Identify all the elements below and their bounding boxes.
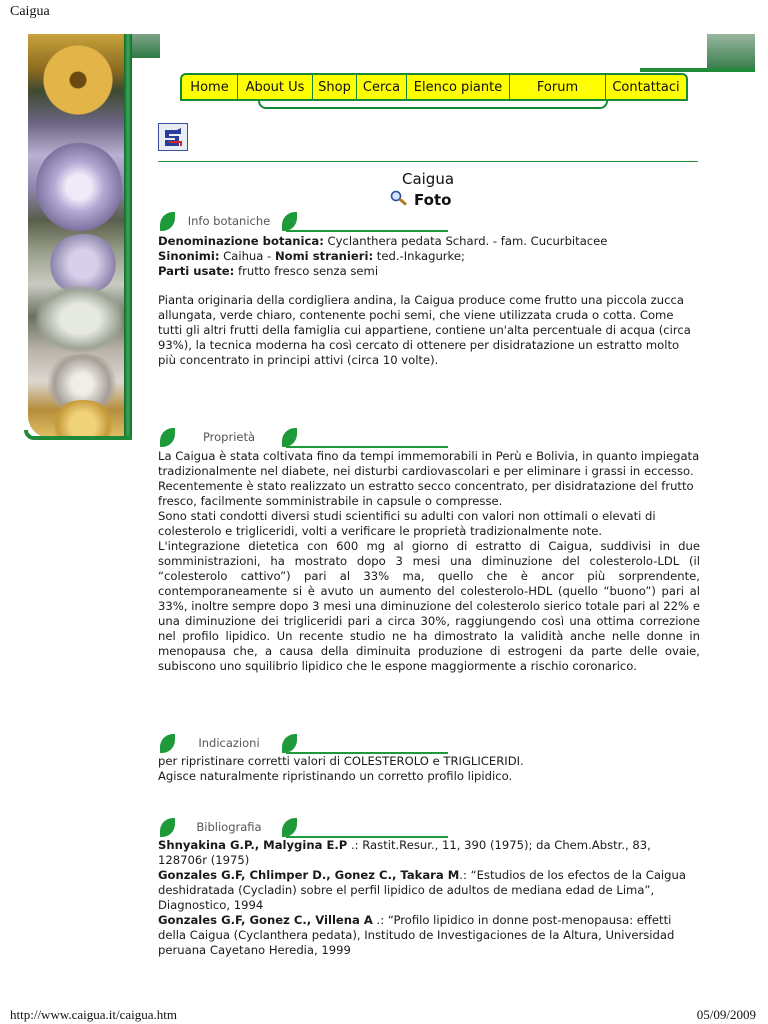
divider [158, 161, 698, 162]
nav-contattaci[interactable]: Contattaci [612, 79, 680, 95]
magnifier-icon [390, 190, 408, 210]
foto-label: Foto [414, 191, 452, 209]
page-title: Caigua [401, 170, 455, 188]
foto-link[interactable] [390, 190, 451, 210]
main-nav [180, 73, 688, 101]
site-logo-icon[interactable] [158, 123, 188, 151]
print-footer-date: 05/09/2009 [696, 1007, 756, 1022]
reference-item: Shnyakina G.P., Malygina E.P .: Rastit.Resur., 11, 390 (1975); da Chem.Abstr., 83, 128706r (1975) [158, 838, 651, 867]
print-footer-url: http://www.caigua.it/caigua.htm [10, 1007, 178, 1022]
leaf-icon [282, 734, 297, 753]
section-label: Proprietà [202, 430, 256, 444]
section-header-indicazioni [158, 734, 448, 754]
section-header-proprieta [158, 428, 448, 448]
section-label: Info botaniche [187, 214, 271, 228]
nav-elenco-piante[interactable]: Elenco piante [407, 75, 510, 99]
nav-forum[interactable]: Forum [510, 75, 606, 99]
nav-shop[interactable]: Shop [313, 75, 357, 99]
indicazioni-text: per ripristinare corretti valori di COLESTEROLO e TRIGLICERIDI. Agisce naturalmente ripristinando un corretto profilo lipidico. [158, 754, 524, 783]
reference-item: Gonzales G.F, Chlimper D., Gonez C., Takara M.: “Estudios de los efectos de la Caigua deshidratada (Cycladin) sobre el perfil lipidico de adultos de mediana edad de Lima”, Diagnostico, 1994 [158, 868, 686, 912]
reference-item: Gonzales G.F, Gonez C., Villena A .: “Profilo lipidico in donne post-menopausa: effetti della Caigua (Cyclanthera pedata), Institudo de Investigaciones de la Altura, Universidad peruana Cayetano Heredia, 1999 [158, 913, 675, 957]
flower-photo-strip [28, 34, 124, 438]
section-header-bibliografia [158, 818, 448, 838]
nav-home[interactable]: Home [182, 75, 238, 99]
flower-banner [24, 34, 160, 440]
nav-about-us[interactable]: About Us [238, 75, 313, 99]
leaf-icon [160, 818, 175, 837]
leaf-icon [282, 212, 297, 231]
leaf-icon [282, 818, 297, 837]
nav-cerca[interactable]: Cerca [357, 75, 407, 99]
bibliografia-list [158, 838, 700, 958]
info-botaniche-text: Denominazione botanica: Cyclanthera pedata Schard. - fam. Cucurbitacee Sinonimi: Caihua - Nomi stranieri: ted.-Inkagurke; Parti usate: frutto fresco senza semi [158, 234, 608, 278]
leaf-icon [282, 428, 297, 447]
section-label: Indicazioni [198, 736, 260, 750]
section-header-info [158, 212, 448, 232]
leaf-icon [160, 212, 175, 231]
proprieta-text: La Caigua è stata coltivata fino da tempi immemorabili in Perù e Bolivia, in quanto impiegata tradizionalmente nel diabete, nei disturbi cardiovascolari e per eliminare i grassi in eccesso. Recentemente è stato realizzato un estratto secco concentrato, per disidratazione del frutto fresco, facilmente somministrabile in capsule o compresse. Sono stati condotti diversi studi scientifici su adulti con valori non ottimali o elevati di colesterolo e trigliceridi, volti a verificare le proprietà tradizionalmente note. L'integrazione dietetica con 600 mg al giorno di estratto di Caigua, suddivisi in due somministrazioni, ha mostrato dopo 3 mesi una diminuzione del colesterolo-LDL (il “colesterolo cattivo”) pari al 33% ma, quello che è ancor più sorprendente, contemporaneamente si è avuto un aumento del colesterolo-HDL (quello “buono”) pari al 33%, inoltre sempre dopo 3 mesi una diminuzione del colesterolo sierico totale pari al 22% e una diminuzione dei trigliceridi pari a circa 30%, raggiungendo così una ottima correzione nel profilo lipidico. Un recente studio ne ha dimostrato la validità anche nelle donne in menopausa che, a causa della diminuita produzione di estrogeni da parte delle ovaie, subiscono uno squilibrio lipidico che le espone maggiormente a rischio coronarico. [158, 449, 700, 673]
leaf-icon [160, 734, 175, 753]
print-header-title: Caigua [10, 4, 50, 19]
section-label: Bibliografia [196, 820, 262, 834]
decorative-right-tab [707, 34, 755, 68]
info-description: Pianta originaria della cordigliera andina, la Caigua produce come frutto una piccola zucca allungata, verde chiaro, contenente pochi semi, che viene utilizzata cruda o cotta. Come tutti gli altri frutti della famiglia cui appartiene, contiene un'alta percentuale di acqua (circa 93%), la tecnica moderna ha così cercato di ottenere per disidratazione un estratto molto più concentrato in principi attivi (circa 10 volte). [158, 293, 691, 367]
leaf-icon [160, 428, 175, 447]
